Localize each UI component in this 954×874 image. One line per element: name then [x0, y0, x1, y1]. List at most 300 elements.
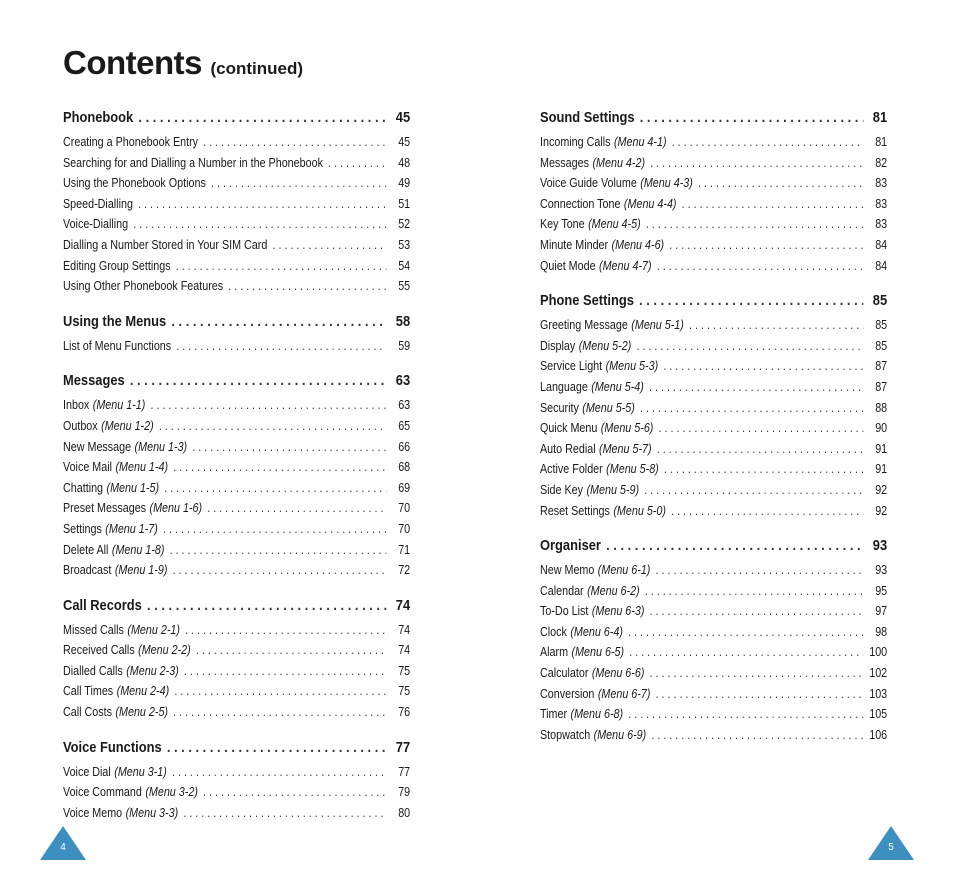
entry-menu-ref: (Menu 6-1)	[597, 563, 651, 578]
entry-page: 48	[398, 155, 411, 170]
entry-page: 74	[398, 622, 411, 637]
entry-page: 52	[398, 217, 411, 232]
dot-leader	[650, 156, 863, 170]
entry-menu-ref: (Menu 6-2)	[587, 583, 640, 598]
entry-menu-ref: (Menu 6-3)	[591, 604, 645, 619]
section-page: 63	[395, 372, 411, 390]
entry-menu-ref: (Menu 5-4)	[591, 379, 644, 394]
dot-leader	[672, 135, 863, 149]
entry-title: Inbox	[63, 398, 90, 413]
entry-page: 91	[875, 462, 888, 477]
entry-title: Creating a Phonebook Entry	[63, 135, 199, 149]
entry-title: Using Other Phonebook Features	[63, 279, 224, 294]
toc-entry	[540, 563, 887, 584]
entry-menu-ref: (Menu 4-7)	[599, 258, 652, 273]
dot-leader	[170, 543, 386, 557]
entry-page: 83	[875, 217, 888, 232]
section-title: Organiser	[540, 537, 601, 555]
entry-menu-ref: (Menu 4-5)	[588, 217, 641, 232]
toc-entry	[63, 785, 410, 806]
entry-page: 49	[398, 176, 411, 191]
entry-page: 91	[875, 441, 888, 456]
toc-entry	[540, 238, 887, 259]
toc-entry	[63, 259, 410, 280]
entry-menu-ref: (Menu 1-9)	[114, 563, 168, 578]
toc-entry	[540, 604, 887, 625]
entry-title: Auto Redial	[540, 441, 596, 456]
entry-page: 105	[869, 707, 888, 722]
entry-page: 76	[398, 705, 411, 720]
section-page: 45	[395, 109, 411, 126]
toc-entry	[540, 462, 887, 483]
page-title	[63, 44, 303, 82]
dot-leader	[628, 707, 863, 721]
entry-title: Reset Settings	[540, 503, 610, 518]
entry-page: 53	[398, 237, 411, 252]
toc-entry	[63, 765, 410, 786]
entry-page: 71	[398, 542, 411, 557]
toc-entry	[63, 176, 410, 197]
toc-section-heading	[63, 107, 410, 135]
toc-entry	[63, 419, 410, 440]
entry-title: Settings	[63, 521, 102, 536]
dot-leader	[174, 684, 386, 698]
toc-entry	[63, 238, 410, 259]
dot-leader	[656, 687, 864, 701]
page-number-right	[868, 826, 914, 860]
entry-title: Searching for and Dialling a Number in the Phonebook	[63, 155, 323, 170]
entry-title: Call Costs	[63, 705, 112, 720]
entry-title: Received Calls	[63, 643, 135, 658]
entry-title: Key Tone	[540, 217, 585, 232]
entry-page: 88	[875, 400, 888, 415]
entry-page: 45	[398, 135, 411, 149]
toc-entry	[540, 584, 887, 605]
dot-leader	[649, 380, 863, 394]
entry-page: 97	[875, 604, 888, 619]
entry-title: Missed Calls	[63, 622, 124, 637]
toc-section	[63, 595, 411, 726]
toc-entry	[63, 460, 410, 481]
entry-page: 85	[875, 318, 888, 333]
entry-page: 93	[875, 563, 888, 578]
entry-menu-ref: (Menu 4-6)	[611, 237, 665, 252]
toc-section-heading	[540, 290, 887, 318]
dot-leader	[636, 339, 863, 353]
entry-title: Editing Group Settings	[63, 258, 171, 273]
dot-leader	[138, 109, 386, 126]
section-title: Phonebook	[63, 109, 134, 126]
entry-title: Minute Minder	[540, 237, 609, 252]
toc-section-heading	[63, 737, 410, 765]
entry-page: 90	[875, 421, 888, 436]
toc-entry	[63, 684, 410, 705]
entry-page: 82	[875, 155, 888, 170]
entry-page: 55	[398, 279, 411, 294]
dot-leader	[183, 806, 386, 820]
toc-section	[540, 107, 888, 279]
entry-menu-ref: (Menu 4-3)	[640, 176, 693, 191]
entry-page: 59	[398, 338, 411, 353]
entry-title: New Memo	[540, 563, 595, 578]
dot-leader	[664, 462, 863, 476]
entry-page: 103	[869, 686, 888, 701]
page-number-right-text: 5	[888, 842, 894, 853]
dot-leader	[671, 504, 863, 518]
entry-title: Using the Phonebook Options	[63, 176, 206, 191]
title-continued: (continued)	[210, 59, 303, 78]
entry-menu-ref: (Menu 3-2)	[145, 785, 198, 800]
entry-title: Side Key	[540, 482, 584, 497]
section-title: Voice Functions	[63, 738, 162, 756]
toc-entry	[63, 705, 410, 726]
entry-page: 87	[875, 359, 888, 374]
dot-leader	[130, 372, 386, 389]
entry-menu-ref: (Menu 5-2)	[578, 338, 632, 353]
entry-menu-ref: (Menu 1-8)	[111, 542, 165, 557]
entry-title: Alarm	[540, 645, 569, 660]
toc-entry	[63, 135, 410, 156]
toc-section-heading	[63, 595, 410, 623]
entry-menu-ref: (Menu 6-7)	[597, 686, 651, 701]
dot-leader	[172, 765, 386, 779]
entry-menu-ref: (Menu 1-7)	[105, 521, 158, 536]
toc-entry	[540, 645, 887, 666]
toc-section-heading	[540, 107, 887, 135]
toc-entry	[540, 625, 887, 646]
entry-page: 83	[875, 196, 888, 211]
toc-entry	[540, 687, 887, 708]
entry-title: Service Light	[540, 359, 603, 374]
entry-menu-ref: (Menu 5-8)	[606, 462, 659, 477]
entry-title: Messages	[540, 155, 590, 170]
entry-menu-ref: (Menu 6-5)	[571, 645, 625, 660]
entry-menu-ref: (Menu 5-7)	[599, 441, 652, 456]
section-page: 81	[872, 109, 888, 126]
entry-page: 87	[875, 379, 888, 394]
entry-title: Delete All	[63, 542, 109, 557]
dot-leader	[646, 217, 863, 231]
entry-title: To-Do List	[540, 604, 589, 619]
entry-title: Active Folder	[540, 462, 603, 477]
toc-section	[63, 107, 411, 300]
section-title: Messages	[63, 372, 125, 390]
entry-menu-ref: (Menu 1-2)	[101, 418, 154, 433]
dot-leader	[176, 339, 386, 353]
entry-menu-ref: (Menu 1-5)	[106, 480, 160, 495]
dot-leader	[628, 625, 863, 639]
entry-title: Security	[540, 400, 579, 415]
dot-leader	[185, 623, 386, 637]
toc-entry	[540, 483, 887, 504]
entry-title: Greeting Message	[540, 318, 628, 333]
entry-menu-ref: (Menu 1-6)	[149, 501, 203, 516]
entry-menu-ref: (Menu 5-5)	[582, 400, 635, 415]
dot-leader	[659, 421, 864, 435]
dot-leader	[273, 238, 387, 252]
entry-page: 68	[398, 460, 411, 475]
entry-title: Speed-Dialling	[63, 196, 133, 211]
entry-title: Call Times	[63, 684, 114, 699]
toc-entry	[63, 664, 410, 685]
entry-title: Voice Dial	[63, 764, 111, 779]
dot-leader	[184, 664, 386, 678]
dot-leader	[203, 785, 386, 799]
toc-entry	[63, 563, 410, 584]
entry-title: Quick Menu	[540, 421, 598, 436]
entry-title: Connection Tone	[540, 196, 621, 211]
entry-title: List of Menu Functions	[63, 338, 172, 353]
entry-menu-ref: (Menu 5-9)	[586, 482, 640, 497]
entry-menu-ref: (Menu 2-2)	[138, 643, 191, 658]
entry-page: 65	[398, 418, 411, 433]
page-number-left	[40, 826, 86, 860]
toc-entry	[540, 318, 887, 339]
toc-section	[63, 311, 411, 360]
entry-menu-ref: (Menu 1-4)	[115, 460, 169, 475]
entry-title: Clock	[540, 624, 567, 639]
entry-title: Timer	[540, 707, 568, 722]
dot-leader	[657, 442, 863, 456]
dot-leader	[657, 259, 863, 273]
entry-title: Language	[540, 379, 588, 394]
toc-entry	[540, 401, 887, 422]
entry-menu-ref: (Menu 4-2)	[592, 155, 646, 170]
entry-menu-ref: (Menu 2-4)	[116, 684, 170, 699]
entry-menu-ref: (Menu 4-4)	[623, 196, 677, 211]
toc-entry	[540, 380, 887, 401]
entry-title: Calculator	[540, 666, 589, 681]
dot-leader	[228, 279, 386, 293]
entry-title: Quiet Mode	[540, 258, 596, 273]
toc-entry	[540, 339, 887, 360]
section-title: Phone Settings	[540, 292, 634, 310]
toc-section-heading	[63, 311, 410, 339]
section-title: Call Records	[63, 596, 142, 614]
entry-page: 79	[398, 785, 411, 800]
dot-leader	[207, 501, 386, 515]
entry-menu-ref: (Menu 2-3)	[126, 663, 179, 678]
entry-page: 98	[875, 624, 888, 639]
entry-menu-ref: (Menu 1-3)	[134, 439, 188, 454]
dot-leader	[663, 359, 863, 373]
dot-leader	[640, 109, 863, 126]
entry-menu-ref: (Menu 6-6)	[591, 666, 645, 681]
entry-title: Voice Mail	[63, 460, 113, 475]
toc-entry	[63, 339, 410, 360]
toc-entry	[63, 806, 410, 827]
toc-entry	[540, 421, 887, 442]
entry-menu-ref: (Menu 3-3)	[125, 805, 179, 820]
dot-leader	[698, 176, 863, 190]
entry-menu-ref: (Menu 5-0)	[613, 503, 666, 518]
entry-title: Voice-Dialling	[63, 217, 129, 232]
dot-leader	[147, 597, 386, 614]
toc-entry	[540, 728, 887, 749]
entry-page: 102	[869, 666, 888, 681]
toc-entry	[63, 217, 410, 238]
entry-page: 95	[875, 583, 888, 598]
dot-leader	[651, 728, 863, 742]
toc-entry	[63, 501, 410, 522]
entry-title: Conversion	[540, 686, 595, 701]
dot-leader	[669, 238, 863, 252]
toc-entry	[540, 259, 887, 280]
entry-page: 84	[875, 237, 888, 252]
entry-page: 77	[398, 764, 411, 779]
entry-menu-ref: (Menu 3-1)	[114, 764, 167, 779]
toc-entry	[540, 504, 887, 525]
section-page: 58	[395, 312, 411, 330]
toc-entry	[540, 197, 887, 218]
toc-entry	[540, 442, 887, 463]
toc-entry	[540, 359, 887, 380]
dot-leader	[163, 522, 386, 536]
dot-leader	[192, 440, 386, 454]
entry-page: 84	[875, 258, 888, 273]
entry-menu-ref: (Menu 1-1)	[92, 398, 146, 413]
entry-page: 72	[398, 563, 411, 578]
entry-page: 75	[398, 684, 411, 699]
section-page: 77	[395, 738, 411, 756]
toc-section	[540, 535, 888, 748]
toc-entry	[63, 543, 410, 564]
entry-page: 63	[398, 398, 411, 413]
entry-page: 70	[398, 521, 411, 536]
entry-title: Voice Guide Volume	[540, 176, 637, 191]
toc-entry	[63, 440, 410, 461]
dot-leader	[171, 313, 386, 330]
toc-entry	[63, 197, 410, 218]
toc-entry	[540, 217, 887, 238]
entry-title: New Message	[63, 439, 132, 454]
dot-leader	[656, 563, 864, 577]
toc-entry	[63, 643, 410, 664]
toc-entry	[540, 666, 887, 687]
toc-entry	[63, 398, 410, 419]
page-number-left-text: 4	[60, 842, 66, 853]
dot-leader	[176, 259, 386, 273]
title-main: Contents	[63, 44, 202, 81]
entry-menu-ref: (Menu 5-3)	[605, 359, 659, 374]
dot-leader	[650, 666, 863, 680]
toc-entry	[63, 522, 410, 543]
entry-page: 83	[875, 176, 888, 191]
toc-entry	[63, 623, 410, 644]
toc-entry	[540, 156, 887, 177]
dot-leader	[606, 537, 863, 554]
dot-leader	[203, 135, 386, 149]
entry-page: 70	[398, 501, 411, 516]
toc-entry	[540, 176, 887, 197]
entry-title: Preset Messages	[63, 501, 147, 516]
entry-title: Voice Memo	[63, 805, 123, 820]
entry-menu-ref: (Menu 4-1)	[613, 135, 667, 149]
dot-leader	[328, 156, 386, 170]
dot-leader	[689, 318, 863, 332]
entry-page: 66	[398, 439, 411, 454]
toc-section-heading	[540, 535, 887, 563]
toc-section	[540, 290, 888, 524]
dot-leader	[167, 739, 386, 756]
entry-menu-ref: (Menu 2-1)	[127, 622, 180, 637]
entry-menu-ref: (Menu 2-5)	[115, 705, 169, 720]
dot-leader	[639, 292, 863, 309]
section-page: 74	[395, 596, 411, 614]
entry-page: 51	[398, 196, 411, 211]
section-title: Sound Settings	[540, 109, 635, 126]
section-page: 93	[872, 537, 888, 555]
dot-leader	[682, 197, 863, 211]
entry-page: 75	[398, 663, 411, 678]
dot-leader	[150, 398, 386, 412]
toc-entry	[63, 156, 410, 177]
dot-leader	[645, 584, 863, 598]
entry-title: Outbox	[63, 418, 98, 433]
entry-title: Chatting	[63, 480, 104, 495]
toc-section	[63, 737, 411, 827]
dot-leader	[173, 563, 386, 577]
dot-leader	[173, 705, 386, 719]
entry-page: 92	[875, 482, 888, 497]
entry-menu-ref: (Menu 6-9)	[593, 727, 647, 742]
toc-entry	[540, 707, 887, 728]
dot-leader	[629, 645, 863, 659]
toc-section-heading	[63, 370, 410, 398]
section-title: Using the Menus	[63, 312, 167, 330]
toc-entry	[63, 481, 410, 502]
toc-right-column	[540, 107, 888, 759]
entry-title: Display	[540, 338, 576, 353]
entry-title: Voice Command	[63, 785, 142, 800]
entry-page: 69	[398, 480, 411, 495]
dot-leader	[211, 176, 386, 190]
entry-page: 100	[869, 645, 888, 660]
entry-page: 81	[875, 135, 888, 149]
entry-title: Dialled Calls	[63, 663, 123, 678]
entry-menu-ref: (Menu 6-8)	[570, 707, 624, 722]
entry-title: Stopwatch	[540, 727, 591, 742]
entry-page: 106	[869, 727, 888, 742]
section-page: 85	[872, 292, 888, 310]
dot-leader	[164, 481, 386, 495]
dot-leader	[173, 460, 386, 474]
toc-left-column	[63, 107, 411, 837]
entry-page: 54	[398, 258, 411, 273]
entry-title: Incoming Calls	[540, 135, 611, 149]
dot-leader	[159, 419, 386, 433]
entry-menu-ref: (Menu 5-6)	[600, 421, 654, 436]
dot-leader	[640, 401, 863, 415]
dot-leader	[196, 643, 386, 657]
entry-title: Calendar	[540, 583, 584, 598]
entry-title: Broadcast	[63, 563, 112, 578]
dot-leader	[650, 604, 863, 618]
entry-page: 74	[398, 643, 411, 658]
toc-section	[63, 370, 411, 583]
dot-leader	[138, 197, 386, 211]
entry-page: 80	[398, 805, 411, 820]
toc-entry	[540, 135, 887, 156]
entry-page: 92	[875, 503, 888, 518]
entry-title: Dialling a Number Stored in Your SIM Card	[63, 237, 268, 252]
entry-menu-ref: (Menu 5-1)	[631, 318, 684, 333]
toc-entry	[63, 279, 410, 300]
entry-page: 85	[875, 338, 888, 353]
dot-leader	[133, 217, 386, 231]
entry-menu-ref: (Menu 6-4)	[570, 624, 623, 639]
dot-leader	[644, 483, 863, 497]
